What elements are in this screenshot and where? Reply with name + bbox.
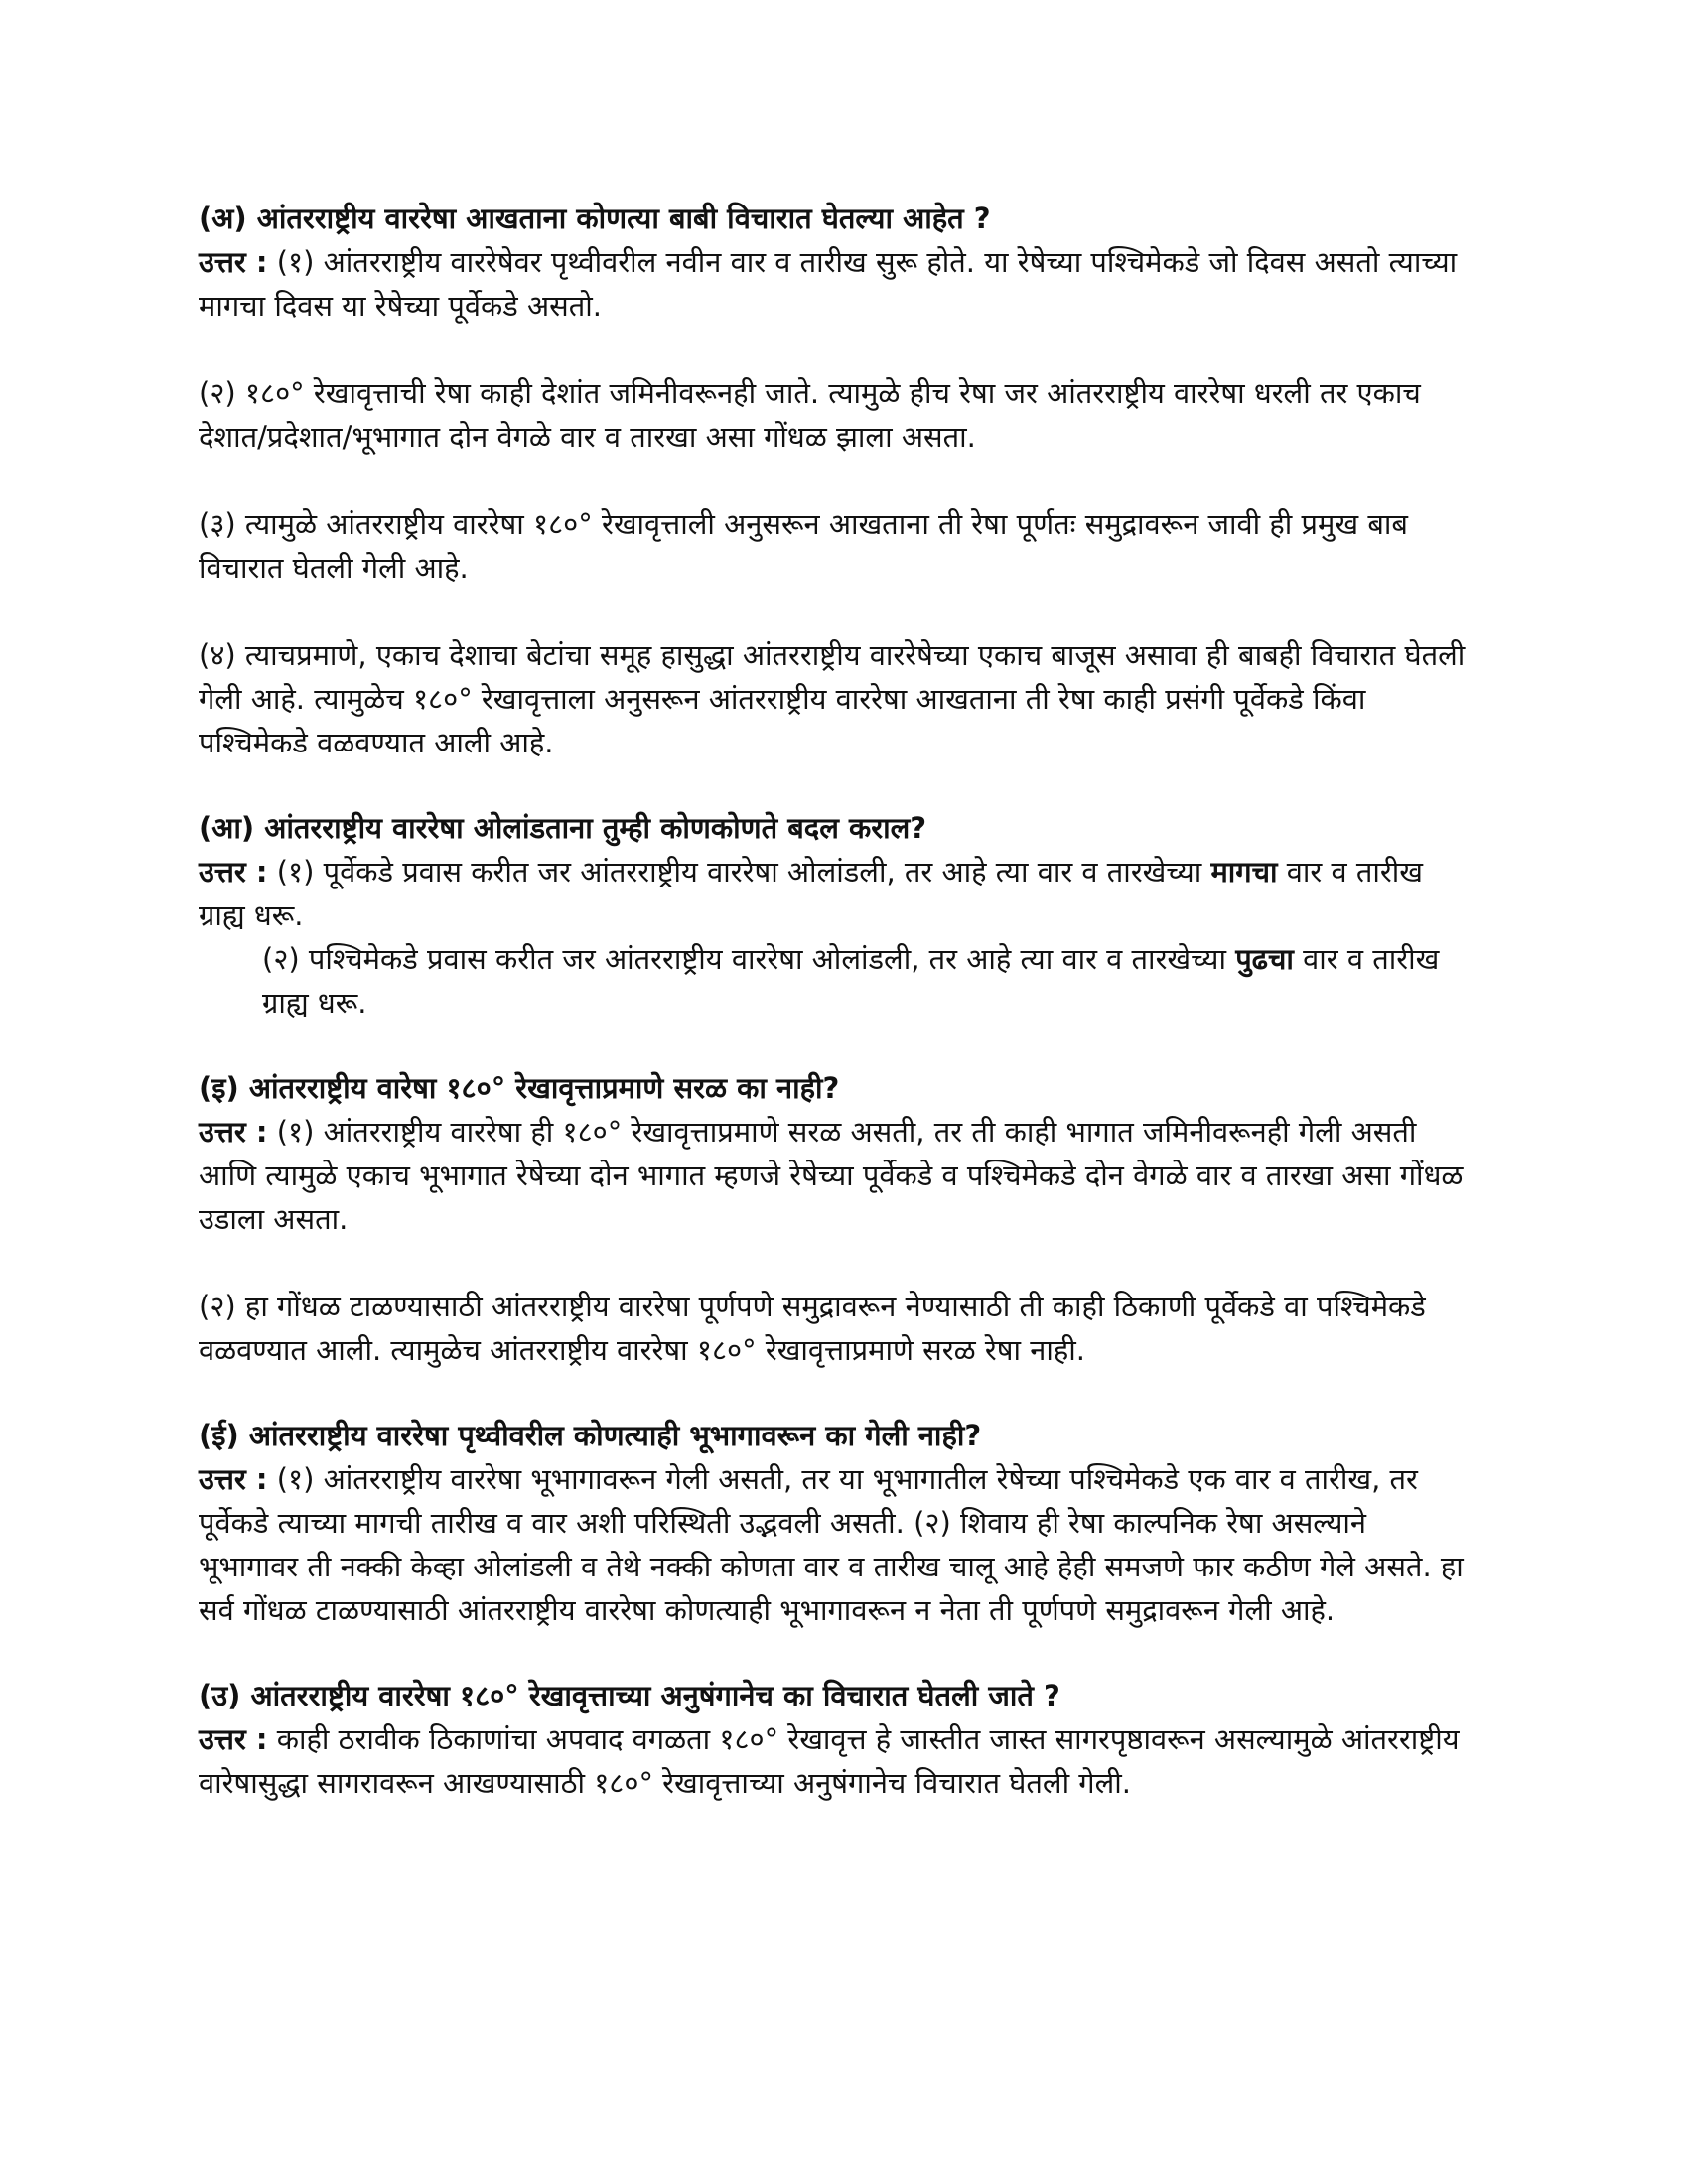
emphasis-next: पुढचा	[1235, 942, 1294, 976]
answer-text: काही ठरावीक ठिकाणांचा अपवाद वगळता १८०° रेखावृत्त हे जास्तीत जास्त सागरपृष्ठावरून असल्यामुळे आंतरराष्ट्रीय वारेषासुद्धा सागरावरून आखण्यासाठी १८०° रेखावृत्ताच्या अनुषंगानेच विचारात घेतली गेली.	[199, 1722, 1460, 1800]
answer-label: उत्तर :	[199, 1722, 268, 1756]
answer-i	[199, 1110, 1470, 1372]
answer-text: (१) आंतरराष्ट्रीय वाररेषा ही १८०° रेखावृत्ताप्रमाणे सरळ असती, तर ती काही भागात जमिनीवरूनही गेली असती आणि त्यामुळे एकाच भूभागात रेषेच्या दोन भागात म्हणजे रेषेच्या पूर्वेकडे व पश्चिमेकडे दोन वेगळे वार व तारखा असा गोंधळ उडाला असता.	[199, 1115, 1464, 1236]
question-u: (उ) आंतरराष्ट्रीय वाररेषा १८०° रेखावृत्ताच्या अनुषंगानेच का विचारात घेतली जाते ?	[199, 1679, 1060, 1712]
answer-text: (१) आंतरराष्ट्रीय वाररेषेवर पृथ्वीवरील नवीन वार व तारीख सुरू होते. या रेषेच्या पश्चिमेकडे जो दिवस असतो त्याच्या मागचा दिवस या रेषेच्या पूर्वेकडे असतो.	[199, 245, 1458, 323]
answer-text: वार व तारीख ग्राह्य धरू.	[199, 855, 1423, 932]
answer-i-para-1	[199, 1110, 1470, 1241]
emphasis-previous: मागचा	[1210, 855, 1278, 888]
qa-section-i	[199, 1066, 1470, 1372]
answer-label: उत्तर :	[199, 1462, 268, 1496]
answer-text: (१) पूर्वेकडे प्रवास करीत जर आंतरराष्ट्रीय वाररेषा ओलांडली, तर आहे त्या वार व तारखेच्या	[276, 855, 1202, 888]
qa-section-u	[199, 1674, 1470, 1805]
answer-text: (१) आंतरराष्ट्रीय वाररेषा भूभागावरून गेली असती, तर या भूभागातील रेषेच्या पश्चिमेकडे एक वार व तारीख, तर पूर्वेकडे त्याच्या मागची तारीख व वार अशी परिस्थिती उद्भवली असती.	[199, 1462, 1418, 1540]
qa-section-ii	[199, 1414, 1470, 1632]
answer-aa-para-1	[199, 850, 1470, 937]
question-a: (अ) आंतरराष्ट्रीय वाररेषा आखताना कोणत्या बाबी विचारात घेतल्या आहेत ?	[199, 202, 991, 235]
answer-label: उत्तर :	[199, 855, 268, 888]
qa-section-a	[199, 197, 1470, 764]
answer-a-para-2: (२) १८०° रेखावृत्ताची रेषा काही देशांत जमिनीवरूनही जाते. त्यामुळे हीच रेषा जर आंतरराष्ट्रीय वाररेषा धरली तर एकाच देशात/प्रदेशात/भूभागात दोन वेगळे वार व तारखा असा गोंधळ झाला असता.	[199, 376, 1421, 454]
answer-u-para-1	[199, 1717, 1470, 1805]
question-ii: (ई) आंतरराष्ट्रीय वाररेषा पृथ्वीवरील कोणत्याही भूभागावरून का गेली नाही?	[199, 1419, 982, 1452]
question-i: (इ) आंतरराष्ट्रीय वारेषा १८०° रेखावृत्ताप्रमाणे सरळ का नाही?	[199, 1071, 840, 1105]
question-aa: (आ) आंतरराष्ट्रीय वाररेषा ओलांडताना तुम्ही कोणकोणते बदल कराल?	[199, 811, 927, 845]
answer-ii-para-1	[199, 1457, 1470, 1632]
qa-section-aa	[199, 806, 1470, 1024]
answer-label: उत्तर :	[199, 1115, 268, 1149]
answer-text: (२) शिवाय ही रेषा काल्पनिक रेषा असल्याने भूभागावर ती नक्की केव्हा ओलांडली व तेथे नक्की कोणता वार व तारीख चालू आहे हेही समजणे फार कठीण गेले असते. हा सर्व गोंधळ टाळण्यासाठी आंतरराष्ट्रीय वाररेषा कोणत्याही भूभागावरून न नेता ती पूर्णपणे समुद्रावरून गेली आहे.	[199, 1506, 1464, 1627]
answer-a-para-3: (३) त्यामुळे आंतरराष्ट्रीय वाररेषा १८०° रेखावृत्ताली अनुसरून आखताना ती रेषा पूर्णतः समुद्रावरून जावी ही प्रमुख बाब विचारात घेतली गेली आहे.	[199, 507, 1408, 585]
answer-u	[199, 1717, 1470, 1805]
answer-a-para-1	[199, 240, 1470, 328]
answer-a-para-4: (४) त्याचप्रमाणे, एकाच देशाचा बेटांचा समूह हासुद्धा आंतरराष्ट्रीय वाररेषेच्या एकाच बाजूस असावा ही बाबही विचारात घेतली गेली आहे. त्यामुळेच १८०° रेखावृत्ताला अनुसरून आंतरराष्ट्रीय वाररेषा आखताना ती रेषा काही प्रसंगी पूर्वेकडे किंवा पश्चिमेकडे वळवण्यात आली आहे.	[199, 638, 1466, 759]
answer-aa	[199, 850, 1470, 1024]
answer-a	[199, 240, 1470, 764]
answer-ii	[199, 1457, 1470, 1632]
answer-text: (२) पश्चिमेकडे प्रवास करीत जर आंतरराष्ट्रीय वाररेषा ओलांडली, तर आहे त्या वार व तारखेच्या	[262, 942, 1226, 976]
answer-aa-para-2	[199, 937, 1470, 1024]
answer-label: उत्तर :	[199, 245, 268, 279]
answer-text: वार व तारीख ग्राह्य धरू.	[262, 942, 1440, 1020]
answer-i-para-2: (२) हा गोंधळ टाळण्यासाठी आंतरराष्ट्रीय वाररेषा पूर्णपणे समुद्रावरून नेण्यासाठी ती काही ठिकाणी पूर्वेकडे वा पश्चिमेकडे वळवण्यात आली. त्यामुळेच आंतरराष्ट्रीय वाररेषा १८०° रेखावृत्ताप्रमाणे सरळ रेषा नाही.	[199, 1290, 1426, 1367]
